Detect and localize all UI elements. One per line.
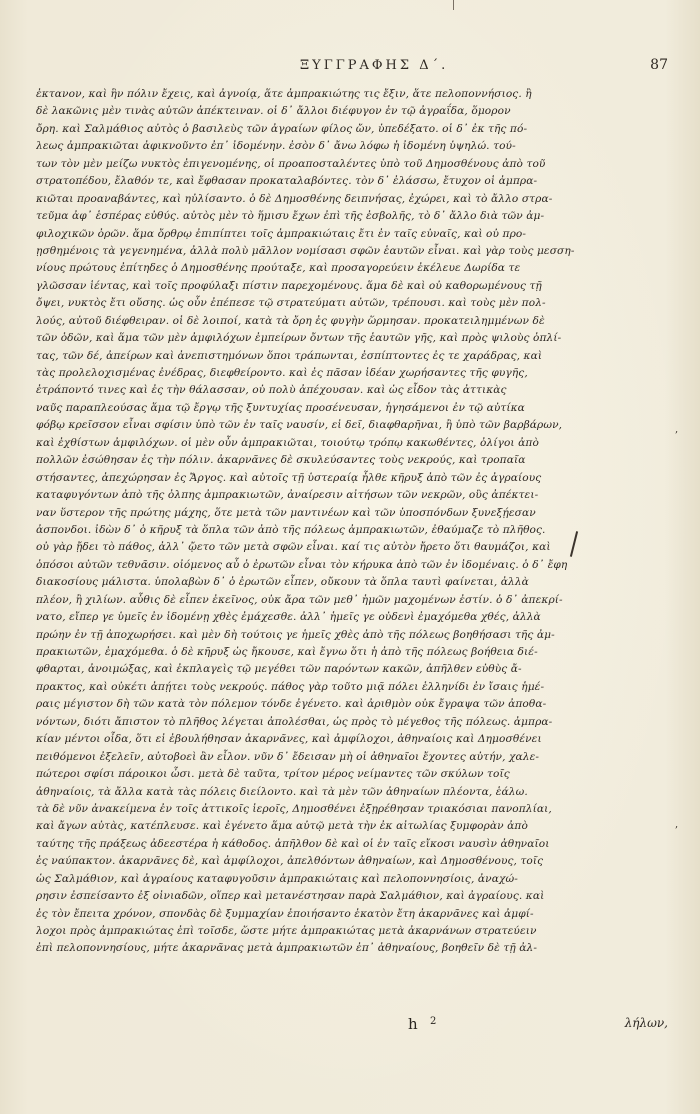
text-line: κίαν μέντοι οἶδα, ὅτι εἰ ἐβουλήθησαν ἀκαρνᾶνες, καὶ ἀμφίλοχοι, ἀθηναίοις καὶ Δημοσθένει — [36, 733, 542, 746]
text-line: καὶ ἐχθίστων ἀμφιλόχων. οἱ μὲν οὖν ἀμπρακιῶται, τοιούτῳ τρόπῳ κακωθέντες, ὀλίγοι ἀπὸ — [36, 436, 539, 449]
text-line: ρησιν ἐσπείσαντο ἐξ οἰνιαδῶν, οἵπερ καὶ μετανέστησαν παρὰ Σαλμάθιον, καὶ ἀγραίους. καὶ — [36, 890, 545, 903]
text-line: ἐκτανον, καὶ ἣν πόλιν ἔχεις, καὶ ἀγνοίᾳ, ἅτε ἀμπρακιώτης τις ἔξιν, ἅτε πελοποννήσιος. ἢ — [36, 88, 532, 100]
text-line: ἀσπονδοι. ἰδὼν δ᾽ ὁ κῆρυξ τὰ ὅπλα τῶν ἀπὸ τῆς πόλεως ἀμπρακιωτῶν, ἐθαύμαζε τὸ πλῆθος. — [36, 523, 546, 536]
text-line: ἐτράποντό τινες καὶ ἐς τὴν θάλασσαν, οὐ πολὺ ἀπέχουσαν. καὶ ὡς εἶδον τὰς ἀττικὰς — [36, 384, 507, 397]
text-line: λούς, αὐτοῦ διέφθειραν. οἱ δὲ λοιποί, κατὰ τὰ ὄρη ἐς φυγὴν ὥρμησαν. προκατειλημμένων δὲ — [36, 314, 545, 327]
text-line: ὡς Σαλμάθιον, καὶ ἀγραίους καταφυγοῦσιν ἀμπρακιώταις καὶ πελοποννησίοις, ἀναχώ- — [36, 872, 518, 885]
text-line: καταφυγόντων ἀπὸ τῆς ὀλπης ἀμπρακιωτῶν, ἀναίρεσιν αἰτήσων τῶν νεκρῶν, οὓς ἀπέκτει- — [36, 489, 539, 502]
text-line: λοχοι πρὸς ἀμπρακιώτας ἐπὶ τοῖσδε, ὥστε μήτε ἀμπρακιώτας μετὰ ἀκαρνάνων στρατεύειν — [36, 925, 537, 937]
text-line: καὶ ἄγων αὐτὰς, κατέπλευσε. καὶ ἐγένετο ἅμα αὐτῷ μετὰ τὴν ἐκ αἰτωλίας ξυμφορὰν ἀπὸ — [36, 820, 528, 833]
text-line: τεῦμα ἀφ᾽ ἑσπέρας εὐθύς. αὐτὸς μὲν τὸ ἥμισυ ἔχων ἐπὶ τῆς ἐσβολῆς, τὸ δ᾽ ἄλλο διὰ τῶν ἀμ- — [36, 210, 545, 223]
text-line: πώτεροι σφίσι πάροικοι ὦσι. μετὰ δὲ ταῦτα, τρίτον μέρος νείμαντες τῶν σκύλων τοῖς — [36, 768, 510, 781]
body-text — [36, 86, 668, 958]
text-line: οὐ γὰρ ᾔδει τὸ πάθος, ἀλλ᾽ ᾤετο τῶν μετὰ σφῶν εἶναι. καί τις αὐτὸν ἤρετο ὅτι θαυμάζοι, καὶ — [36, 541, 551, 554]
text-line: πρώην ἐν τῇ ἀποχωρήσει. καὶ μὲν δὴ τούτοις γε ἡμεῖς χθὲς ἀπὸ τῆς πόλεως βοηθήσασι τῆς ἀμ- — [36, 628, 555, 641]
text-line: ἐς ναύπακτον. ἀκαρνᾶνες δὲ, καὶ ἀμφίλοχοι, ἀπελθόντων ἀθηναίων, καὶ Δημοσθένους, τοῖς — [36, 855, 544, 868]
top-edge-mark — [453, 0, 454, 10]
text-line: ῃσθημένοις τὰ γεγενημένα, ἀλλὰ πολὺ μᾶλλον νομίσασι σφῶν ἑαυτῶν εἶναι. καὶ γὰρ τοὺς μεσση- — [36, 244, 575, 257]
text-line: διακοσίους μάλιστα. ὑπολαβὼν δ᾽ ὁ ἐρωτῶν εἶπεν, οὔκουν τὰ ὅπλα ταυτὶ φαίνεται, ἀλλὰ — [36, 576, 529, 589]
text-line: ναῦς παραπλεούσας ἅμα τῷ ἔργῳ τῆς ξυντυχίας προσένευσαν, ἡγησάμενοι ἐν τῷ αὐτίκα — [36, 401, 525, 414]
text-line: φιλοχικῶν ὀρῶν. ἅμα ὄρθρῳ ἐπιπίπτει τοῖς ἀμπρακιώταις ἔτι ἐν ταῖς εὐναῖς, καὶ οὐ προ- — [36, 227, 527, 240]
text-line: φόβῳ κρεῖσσον εἶναι σφίσιν ὑπὸ τῶν ἐν ταῖς ναυσίν, εἰ δεῖ, διαφθαρῆναι, ἢ ὑπὸ τῶν βαρβάρων, — [36, 419, 563, 432]
text-line: ἐς τὸν ἔπειτα χρόνον, σπονδὰς δὲ ξυμμαχίαν ἐποιήσαντο ἑκατὸν ἔτη ἀκαρνᾶνες καὶ ἀμφί- — [36, 907, 534, 920]
text-line: πολλῶν ἐσώθησαν ἐς τὴν πόλιν. ἀκαρνᾶνες δὲ σκυλεύσαντες τοὺς νεκρούς, καὶ τροπαῖα — [36, 454, 526, 467]
text-line: ὁπόσοι αὐτῶν τεθνᾶσιν. οἰόμενος αὖ ὁ ἐρωτῶν εἶναι τὸν κήρυκα ἀπὸ τῶν ἐν ἰδομέναις. ὁ δ᾽ ἔφη — [36, 558, 568, 571]
text-line: στήσαντες, ἀπεχώρησαν ἐς Ἄργος. καὶ αὐτοῖς τῇ ὑστεραίᾳ ἦλθε κῆρυξ ἀπὸ τῶν ἐς ἀγραίους — [36, 471, 542, 484]
text-line: ἐπὶ πελοποννησίους, μήτε ἀκαρνᾶνας μετὰ ἀμπρακιωτῶν ἐπ᾽ ἀθηναίους, βοηθεῖν δὲ τῇ ἀλ- — [36, 942, 537, 955]
signature-number: 2 — [430, 1016, 437, 1027]
text-line: δὲ λακῶνις μὲν τινὰς αὐτῶν ἀπέκτειναν. οἱ δ᾽ ἄλλοι διέφυγον ἐν τῷ ἀγραΐδα, ὅμορον — [36, 105, 511, 118]
text-line: νόντων, διότι ἄπιστον τὸ πλῆθος λέγεται ἀπολέσθαι, ὡς πρὸς τὸ μέγεθος τῆς πόλεως. ἀμπρα- — [36, 715, 553, 728]
catchword: λήλων, — [624, 1016, 668, 1030]
text-line: πρακτος, καὶ οὐκέτι ἀπῄτει τοὺς νεκρούς. πάθος γὰρ τοῦτο μιᾷ πόλει ἑλληνίδι ἐν ἴσαις ἡμέ- — [36, 680, 545, 693]
text-line: ἀθηναίοις, τὰ ἄλλα κατὰ τὰς πόλεις διείλοντο. καὶ τὰ μὲν τῶν ἀθηναίων πλέοντα, ἑάλω. — [36, 785, 528, 798]
text-line: νατο, εἴπερ γε ὑμεῖς ἐν ἰδομένῃ χθὲς ἐμάχεσθε. ἀλλ᾽ ἡμεῖς γε οὐδενὶ ἐμαχόμεθα χθές, ἀλλὰ — [36, 611, 541, 624]
margin-dot: , — [675, 819, 679, 830]
text-line: ὄψει, νυκτὸς ἔτι οὔσης. ὡς οὖν ἐπέπεσε τῷ στρατεύματι αὐτῶν, τρέπουσι. καὶ τοὺς μὲν πολ- — [36, 297, 546, 310]
text-line: τας, τῶν δέ, ἀπείρων καὶ ἀνεπιστημόνων ὅποι τράπωνται, ἐσπίπτοντες ἐς τε χαράδρας, καὶ — [36, 349, 543, 362]
text-line: φθαρται, ἀνοιμώξας, καὶ ἐκπλαγεὶς τῷ μεγέθει τῶν παρόντων κακῶν, ἀπῆλθεν εὐθὺς ἄ- — [36, 663, 522, 676]
text-line: κιῶται προαναβάντες, καὶ ηὐλίσαντο. ὁ δὲ Δημοσθένης δειπνήσας, ἐχώρει, καὶ τὸ ἄλλο στρα- — [36, 192, 553, 205]
text-line: πειθόμενοι ἐξελεῖν, αὐτοβοεὶ ἂν εἷλον. νῦν δ᾽ ἔδεισαν μὴ οἱ ἀθηναῖοι ἔχοντες αὐτήν, χαλε- — [36, 750, 540, 763]
text-line: γλῶσσαν ἱέντας, καὶ τοῖς προφύλαξι πίστιν παρεχομένους. ἅμα δὲ καὶ οὐ καθορωμένους τῇ — [36, 279, 542, 292]
text-line: πρακιωτῶν, ἐμαχόμεθα. ὁ δὲ κῆρυξ ὡς ἤκουσε, καὶ ἔγνω ὅτι ἡ ἀπὸ τῆς πόλεως βοήθεια διέ- — [36, 646, 538, 658]
text-line: τὰ δὲ νῦν ἀνακείμενα ἐν τοῖς ἀττικοῖς ἱεροῖς, Δημοσθένει ἐξῃρέθησαν τριακόσιαι πανοπλίαι, — [36, 802, 552, 815]
text-line: ὄρη. καὶ Σαλμάθιος αὐτὸς ὁ βασιλεὺς τῶν ἀγραίων φίλος ὤν, ὑπεδέξατο. οἱ δ᾽ ἐκ τῆς πό- — [36, 122, 528, 135]
page-number: 87 — [650, 57, 668, 73]
text-line: πλέον, ἢ χιλίων. αὖθις δὲ εἶπεν ἐκεῖνος, οὐκ ἄρα τῶν μεθ᾽ ἡμῶν μαχομένων ἐστίν. ὁ δ᾽ ἀπεκρί- — [36, 593, 563, 606]
running-title: ΞΥΓΓΡΑΦΗΣ Δ΄. — [300, 58, 449, 73]
running-head — [120, 58, 668, 80]
text-line: τὰς προλελοχισμένας ἐνέδρας, διεφθείροντο. καὶ ἐς πᾶσαν ἰδέαν χωρήσαντες τῆς φυγῆς, — [36, 367, 528, 379]
text-line: στρατοπέδου, ἔλαθόν τε, καὶ ἔφθασαν προκαταλαβόντες. τὸν δ᾽ ἐλάσσω, ἔτυχον οἱ ἀμπρα- — [36, 175, 538, 188]
page-footer — [36, 1015, 668, 1037]
signature-mark: h — [408, 1015, 418, 1033]
text-line: των τὸν μὲν μείζω νυκτὸς ἐπιγενομένης, οἱ προαποσταλέντες ὑπὸ τοῦ Δημοσθένους ἀπὸ τοῦ — [36, 157, 546, 170]
text-line: ταύτης τῆς πράξεως ἀδεεστέρα ἡ κάθοδος. ἀπῆλθον δὲ καὶ οἱ ἐν ταῖς εἴκοσι ναυσὶν ἀθηναῖοι — [36, 837, 550, 850]
text-line: ναν ὕστερον τῆς πρώτης μάχης, ὅτε μετὰ τῶν μαντινέων καὶ τῶν ὑποσπόνδων ξυνεξῄεσαν — [36, 506, 536, 519]
margin-dot: , — [675, 424, 679, 435]
text-line: νίους πρώτους ἐπίτηδες ὁ Δημοσθένης προύταξε, καὶ προσαγορεύειν ἐκέλευε Δωρίδα τε — [36, 262, 521, 275]
text-line: λεως ἀμπρακιῶται ἀφικνοῦντο ἐπ᾽ ἰδομένην. ἐσὸν δ᾽ ἄνω λόφω ἡ ἰδομένη ὑψηλώ. τού- — [36, 140, 516, 153]
text-line: τῶν ὁδῶν, καὶ ἅμα τῶν μὲν ἀμφιλόχων ἐμπείρων ὄντων τῆς ἑαυτῶν γῆς, καὶ πρὸς ψιλοὺς ὁπλί- — [36, 332, 562, 345]
text-line: ραις μέγιστον δὴ τῶν κατὰ τὸν πόλεμον τόνδε ἐγένετο. καὶ ἀριθμὸν οὐκ ἔγραψα τῶν ἀποθα- — [36, 698, 547, 711]
